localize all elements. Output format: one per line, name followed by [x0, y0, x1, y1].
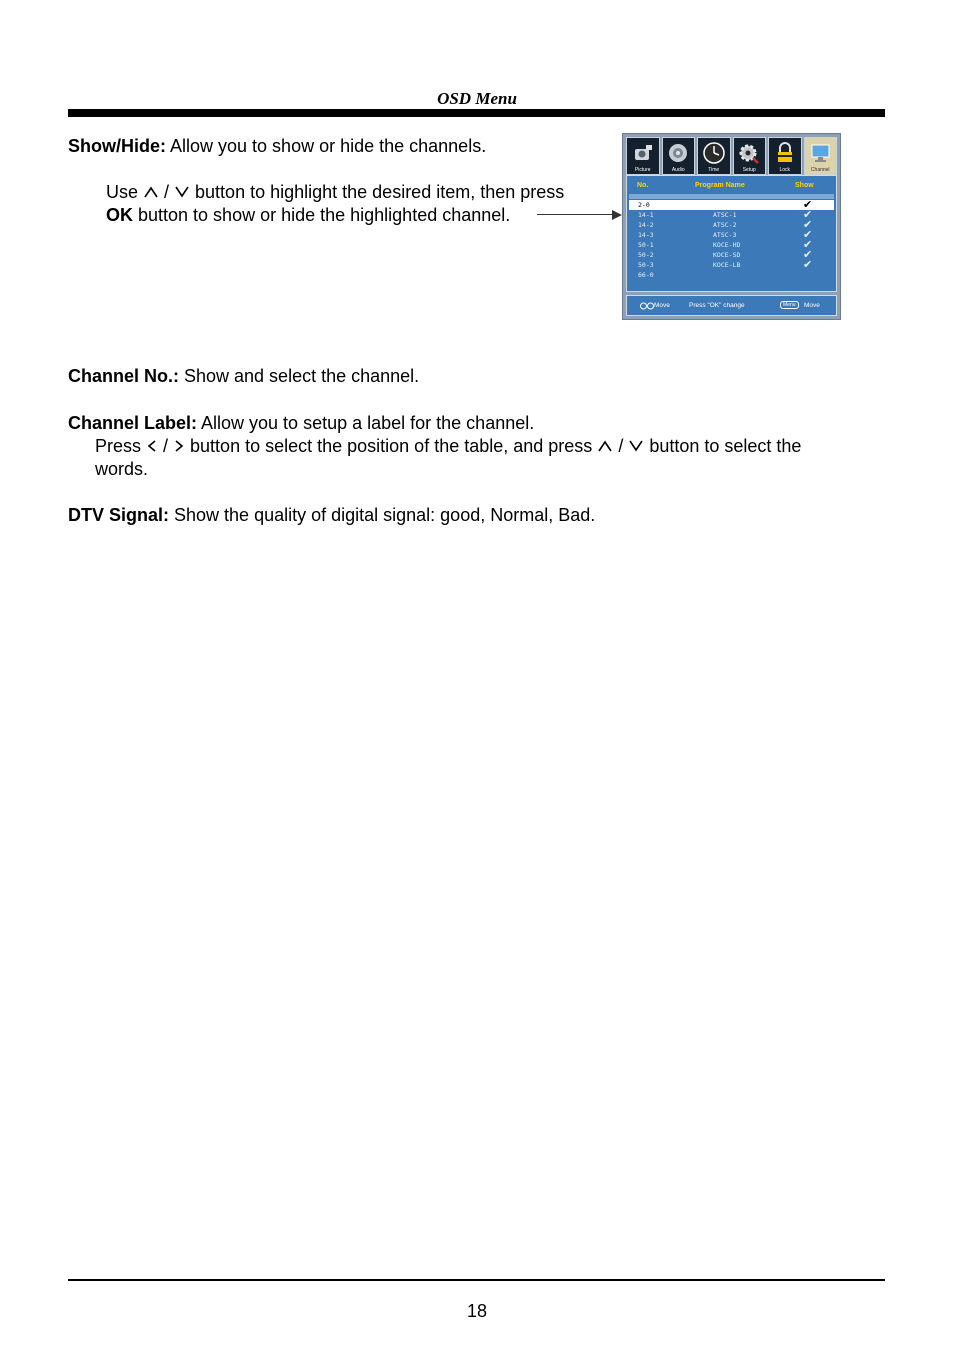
osd-row-no: 14-1	[638, 211, 654, 219]
osd-tab-audio	[662, 137, 696, 175]
press-text: Press	[95, 436, 147, 456]
osd-col-show: Show	[795, 182, 814, 189]
show-hide-heading-line	[68, 135, 486, 158]
use-text: Use	[106, 182, 144, 202]
clock-icon	[702, 141, 726, 165]
checkmark-icon: ✔	[803, 228, 813, 241]
up-arrow-icon	[143, 185, 159, 199]
osd-row-no: 50-1	[638, 241, 654, 249]
osd-row-name: KOCE-SD	[713, 251, 741, 259]
channel-label-line-3: words.	[95, 459, 149, 479]
slash-text: /	[613, 436, 629, 456]
show-hide-line1-rest: button to highlight the desired item, then press	[190, 182, 565, 202]
osd-menu-screenshot	[622, 133, 841, 320]
channel-no-desc: Show and select the channel.	[179, 366, 420, 386]
osd-row-no: 50-3	[638, 261, 654, 269]
checkmark-icon: ✔	[803, 238, 813, 251]
show-hide-desc: Allow you to show or hide the channels.	[166, 136, 487, 156]
checkmark-icon: ✔	[803, 208, 813, 221]
down-arrow-icon	[628, 439, 644, 453]
osd-row-no: 14-2	[638, 221, 654, 229]
osd-col-no: No.	[637, 182, 649, 189]
osd-row-name: ATSC-2	[713, 221, 737, 229]
osd-row-no: 14-3	[638, 231, 654, 239]
osd-tab-label: Picture	[634, 167, 651, 173]
footer-rule	[68, 1279, 885, 1281]
checkmark-icon: ✔	[803, 218, 813, 231]
slash-text: /	[159, 182, 175, 202]
down-arrow-icon	[174, 185, 190, 199]
osd-col-program-name: Program Name	[695, 182, 745, 189]
channel-no-line	[68, 365, 419, 388]
osd-tab-label: Lock	[779, 167, 791, 173]
checkmark-icon: ✔	[803, 258, 813, 271]
osd-channel-row	[629, 270, 834, 280]
show-hide-line-1	[106, 181, 564, 204]
dtv-signal-label: DTV Signal:	[68, 505, 170, 525]
osd-tab-label: Time	[708, 167, 720, 173]
callout-arrow-head	[612, 210, 622, 220]
osd-channel-row	[629, 260, 834, 270]
osd-tab-lock	[768, 137, 802, 175]
ok-key-label: OK	[106, 205, 133, 225]
monitor-icon	[808, 141, 832, 165]
left-arrow-icon	[146, 439, 158, 453]
page-number: 18	[466, 1301, 488, 1321]
channel-label-line-2	[95, 435, 801, 458]
channel-no-label: Channel No.:	[68, 366, 179, 386]
dtv-signal-desc: Show the quality of digital signal: good, Normal, Bad.	[169, 505, 596, 525]
up-arrow-icon	[597, 439, 613, 453]
osd-row-no: 50-2	[638, 251, 654, 259]
channel-label-end: button to select the	[644, 436, 802, 456]
osd-tab-setup	[733, 137, 767, 175]
osd-row-name: KOCE-LB	[713, 261, 741, 269]
osd-tab-bar	[626, 137, 837, 175]
osd-footer-bar	[626, 295, 837, 316]
osd-row-no: 2-0	[638, 201, 650, 209]
osd-channel-list	[626, 175, 837, 292]
osd-tab-time	[697, 137, 731, 175]
checkmark-icon: ✔	[803, 198, 813, 211]
osd-footer-move-right: Move	[804, 302, 820, 309]
right-arrow-icon	[173, 439, 185, 453]
osd-row-name: ATSC-3	[713, 231, 737, 239]
osd-tab-picture	[626, 137, 660, 175]
channel-label-label: Channel Label:	[68, 413, 198, 433]
osd-tab-channel	[804, 137, 838, 175]
osd-footer-change: Press "OK" change	[689, 302, 745, 309]
camera-icon	[631, 141, 655, 165]
callout-arrow-line	[537, 214, 613, 215]
osd-tab-label: Setup	[742, 167, 756, 173]
osd-row-no: 66-0	[638, 271, 654, 279]
gear-icon	[737, 141, 761, 165]
osd-tab-label: Audio	[671, 167, 685, 173]
osd-row-name: KOCE-HD	[713, 241, 741, 249]
dtv-signal-line	[68, 504, 595, 527]
osd-row-name: ATSC-1	[713, 211, 737, 219]
lock-icon	[773, 141, 797, 165]
show-hide-line-2	[106, 204, 510, 227]
header-rule	[68, 109, 885, 117]
checkmark-icon: ✔	[803, 248, 813, 261]
osd-footer-move-left: Move	[654, 302, 670, 309]
slash-text: /	[158, 436, 174, 456]
osd-column-headers	[627, 182, 836, 192]
channel-label-desc: Allow you to setup a label for the channel.	[197, 413, 535, 433]
osd-tab-label: Channel	[810, 167, 830, 173]
channel-label-mid: button to select the position of the table, and press	[185, 436, 598, 456]
show-hide-line2-rest: button to show or hide the highlighted channel.	[133, 205, 511, 225]
menu-key-icon: Menu	[780, 301, 799, 309]
channel-label-line	[68, 412, 534, 435]
speaker-icon	[666, 141, 690, 165]
show-hide-label: Show/Hide:	[68, 136, 166, 156]
nav-buttons-icon	[640, 302, 654, 310]
page-header-title: OSD Menu	[437, 89, 517, 108]
